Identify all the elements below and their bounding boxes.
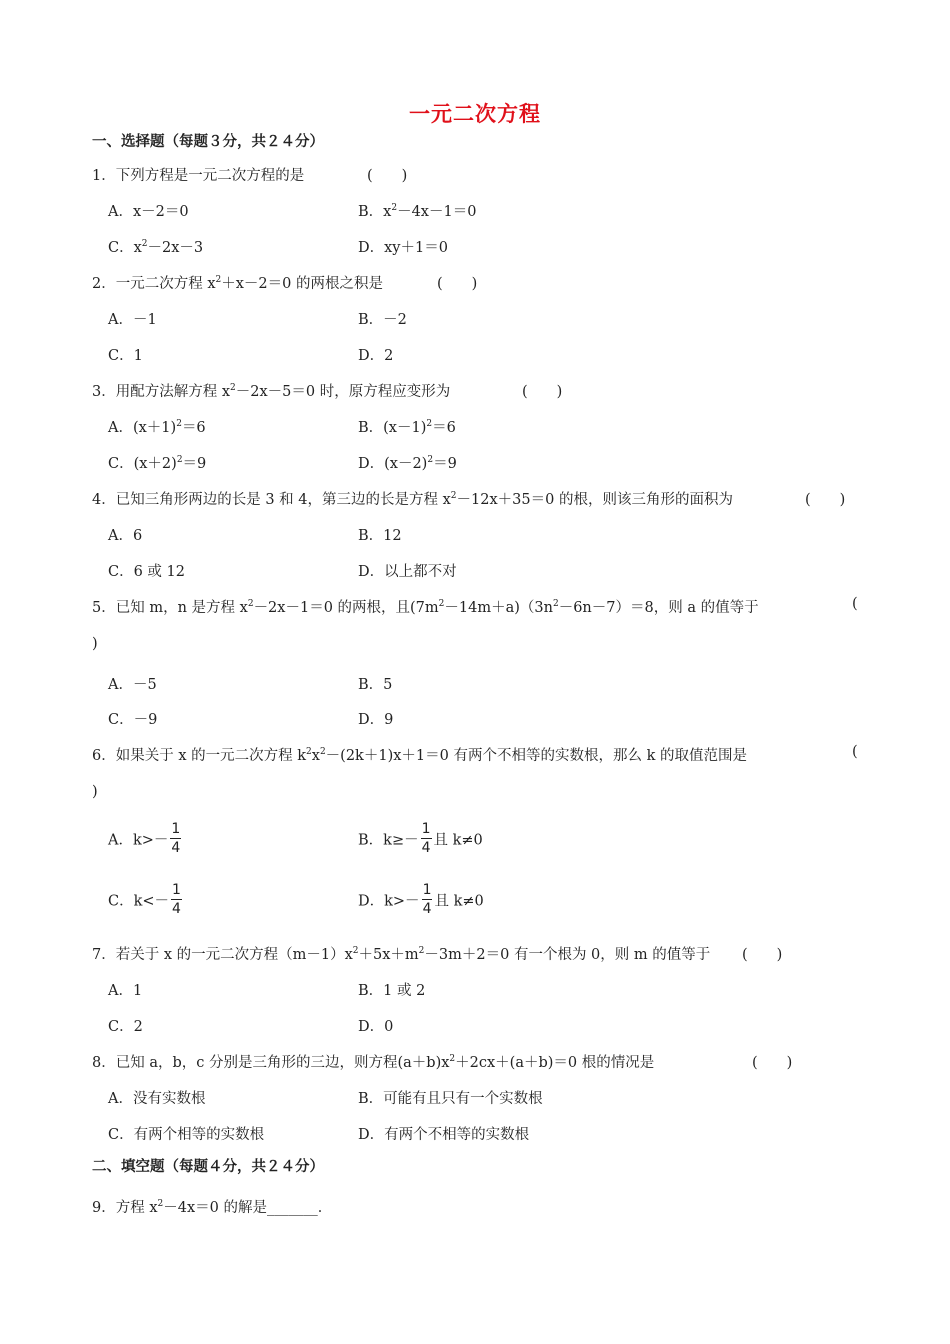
fraction: $\frac{1}{4}$: [172, 882, 181, 917]
option-a: A．1: [108, 983, 143, 999]
option-b: B．$x^2-4x-1=0$: [358, 203, 477, 220]
option-b: B．－2: [358, 312, 407, 328]
fraction: $\frac{1}{4}$: [171, 821, 181, 856]
option-c: C．6 或 12: [108, 564, 185, 580]
option-a: A．$(x+1)^2=6$: [108, 419, 206, 436]
question-2: 2．一元二次方程 $x^2+x-2=0$ 的两根之积是: [92, 275, 383, 292]
question-8: 8．已知 a，b，c 分别是三角形的三边，则方程$(a+b)x^2+2cx+(a+b)=0$ 根的情况是: [92, 1054, 655, 1071]
answer-bracket: ( ): [437, 276, 478, 292]
answer-bracket: ( ): [805, 492, 846, 508]
option-d: D．2: [358, 348, 394, 364]
question-7: 7．若关于 x 的一元二次方程$(m-1)x^2+5x+m^2-3m+2=0$ 有一个根为 0，则 m 的值等于: [92, 946, 711, 963]
section-heading-choice: 一、选择题（每题３分，共２４分）: [92, 134, 324, 150]
answer-bracket: ( ): [522, 384, 563, 400]
option-d: D．有两个不相等的实数根: [358, 1127, 530, 1143]
option-d: D．xy＋1＝0: [358, 240, 448, 256]
answer-blank[interactable]: _______．: [267, 1200, 333, 1216]
option-d: D．9: [358, 712, 394, 728]
answer-bracket-close: ): [92, 636, 98, 652]
question-4: 4．已知三角形两边的长是 3 和 4，第三边的长是方程 $x^2-12x+35=0$ 的根，则该三角形的面积为: [92, 491, 733, 508]
option-b: B．12: [358, 528, 402, 544]
option-b: B．5: [358, 677, 393, 693]
fraction: $\frac{1}{4}$: [421, 821, 431, 856]
answer-bracket-close: ): [92, 784, 98, 800]
question-9: 9．方程 $x^2-4x=0$ 的解是_______．: [92, 1199, 333, 1216]
option-b: B．k≥－ $\frac{1}{4}$ 且 k≠0: [358, 821, 483, 856]
question-5: 5．已知 m，n 是方程 $x^2-2x-1=0$ 的两根，且$(7m^2-14m+a)(3n^2-6n-7)=8$，则 a 的值等于: [92, 599, 759, 616]
option-c: C．1: [108, 348, 143, 364]
option-d: D．以上都不对: [358, 564, 457, 580]
answer-bracket-open: (: [852, 596, 858, 612]
section-heading-fill: 二、填空题（每题４分，共２４分）: [92, 1159, 324, 1175]
question-3: 3．用配方法解方程 $x^2-2x-5=0$ 时，原方程应变形为: [92, 383, 451, 400]
option-c: C．有两个相等的实数根: [108, 1127, 265, 1143]
option-c: C．$(x+2)^2=9$: [108, 455, 207, 472]
page-title: 一元二次方程: [409, 102, 541, 126]
option-a: A．k>－ $\frac{1}{4}$: [108, 821, 181, 856]
option-c: C．$x^2-2x-3$: [108, 239, 204, 256]
question-1: 1．下列方程是一元二次方程的是: [92, 168, 305, 184]
option-a: A．－1: [108, 312, 157, 328]
answer-bracket: ( ): [752, 1055, 793, 1071]
option-c: C．2: [108, 1019, 143, 1035]
option-b: B．1 或 2: [358, 983, 426, 999]
answer-bracket: ( ): [742, 947, 783, 963]
option-a: A．没有实数根: [108, 1091, 206, 1107]
answer-bracket: ( ): [367, 168, 408, 184]
option-d: D．0: [358, 1019, 394, 1035]
question-6: 6．如果关于 x 的一元二次方程 $k^2x^2-(2k+1)x+1=0$ 有两个不相等的实数根，那么 k 的取值范围是: [92, 747, 747, 764]
answer-bracket-open: (: [852, 744, 858, 760]
option-c: C．－9: [108, 712, 158, 728]
option-a: A．x－2＝0: [108, 204, 189, 220]
option-a: A．－5: [108, 677, 157, 693]
option-d: D．$(x-2)^2=9$: [358, 455, 457, 472]
option-b: B．可能有且只有一个实数根: [358, 1091, 543, 1107]
option-a: A．6: [108, 528, 143, 544]
option-d: D．k>－ $\frac{1}{4}$ 且 k≠0: [358, 882, 484, 917]
option-b: B．$(x-1)^2=6$: [358, 419, 456, 436]
option-c: C．k<－ $\frac{1}{4}$: [108, 882, 181, 917]
fraction: $\frac{1}{4}$: [422, 882, 432, 917]
